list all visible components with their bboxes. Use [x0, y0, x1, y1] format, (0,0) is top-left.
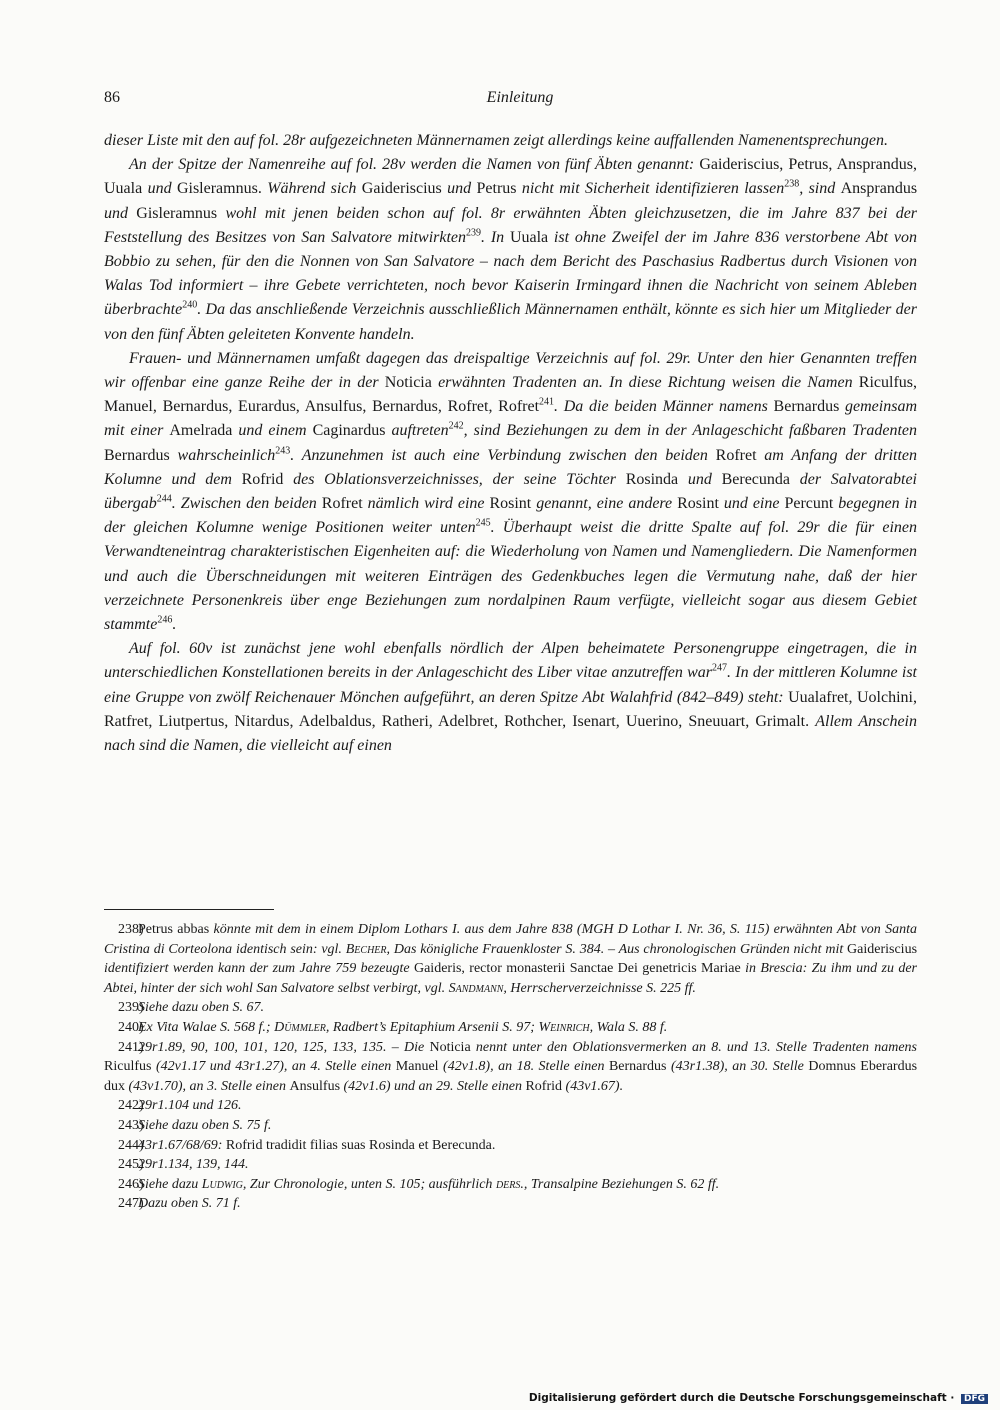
paragraph	[104, 129, 917, 153]
italic-text: auftreten	[391, 422, 449, 440]
footnote-ref: 242	[448, 421, 464, 433]
roman-text: Rofret	[321, 495, 368, 513]
roman-text: Rosint	[677, 495, 724, 513]
italic-text: . Da die beiden Männer namens	[554, 398, 774, 416]
italic-text: begegnen in der gleichen Kolumne wenige Positionen weiter unten	[104, 495, 918, 537]
footnote-number: 241)	[118, 1039, 144, 1055]
italic-text: genannt, eine andere	[536, 495, 678, 513]
running-head: Einleitung	[486, 89, 554, 106]
italic-text: , Wala S. 88 f.	[589, 1019, 668, 1035]
roman-text: Petrus	[476, 180, 522, 198]
roman-text: Bernardus	[773, 398, 846, 416]
italic-text: dieser Liste mit den auf fol. 28r aufgezeichneten Männernamen zeigt allerdings keine auffallenden Namenentsprechungen.	[104, 132, 888, 149]
italic-text: nennt unter den Oblationsvermerken an 8. und 13. Stelle Tradenten namens	[475, 1039, 917, 1055]
footnote-number: 238)	[118, 922, 144, 937]
italic-text: . Überhaupt weist die dritte Spalte auf fol. 29r die für einen Verwandteneintrag charakteristischen Eigenheiten auf: die Wiederholung von Namen und Namengliedern. Die Namenformen und auch die Überschneidungen mit weiteren Einträgen des Gedenkbuches legen die Vermutung nahe, daß der hier verzeichnete Personenkreis über enge Beziehungen zum nordalpinen Raum verfügte, vielleicht sogar aus diesem Gebiet stammte	[104, 519, 918, 634]
italic-text: Dümmler	[274, 1019, 326, 1035]
footnote-ref: 240	[182, 300, 198, 312]
footnote-number: 244)	[118, 1137, 144, 1153]
italic-text: und	[147, 180, 177, 198]
italic-text: . Da das anschließende Verzeichnis ausschließlich Männernamen enthält, könnte es sich hier um Mitglieder der von den fünf Äbten geleiteten Konvente handeln.	[104, 301, 917, 343]
italic-text: der Salvatorabtei übergab	[104, 470, 917, 513]
italic-text: und	[104, 204, 137, 222]
footnote-number: 247)	[118, 1196, 144, 1212]
roman-text: Gaideris, rector monasterii Sanctae Dei genetricis Mariae	[413, 961, 746, 977]
footnote-number: 242)	[118, 1098, 144, 1114]
roman-text: Rofrid	[525, 1078, 566, 1094]
italic-text: ist ohne Zweifel der im Jahre 836 verstorbene Abt von Bobbio zu sehen, für den die Nonnen von San Salvatore – nach dem Bericht des Paschasius Radbertus durch Visionen von Walas Tod informiert – ihre Gebete verrichteten, noch bevor Kaiserin Irmingard ihnen die Nachricht von seinem Ableben überbrachte	[104, 228, 917, 319]
roman-text: Riculfus, Manuel, Bernardus, Eurardus, Ansulfus, Bernardus, Rofret, Rofret	[104, 374, 918, 416]
italic-text: Weinrich	[538, 1019, 590, 1035]
italic-text: (42v1.6) und an 29. Stelle einen	[343, 1078, 526, 1094]
footnote-ref: 247	[712, 663, 728, 675]
italic-text: Ex Vita Walae S. 568 f.;	[138, 1019, 275, 1035]
footnote-rule	[104, 909, 274, 910]
italic-text: identifiziert werden kann der zum Jahre 759 bezeugte	[104, 961, 414, 977]
paragraph	[104, 637, 917, 758]
roman-text: Domnus Eberardus dux	[104, 1059, 918, 1094]
footnote	[104, 1175, 917, 1195]
roman-text: Rofrid	[241, 470, 294, 488]
roman-text: Ansulfus	[289, 1078, 344, 1094]
footnote-ref: 246	[157, 614, 173, 626]
italic-text: (43r1.38), an 30. Stelle	[670, 1059, 809, 1075]
roman-text: Caginardus	[312, 422, 392, 440]
roman-text: Rofrid tradidit filias suas Rosinda et Berecunda.	[225, 1137, 496, 1153]
footnote-ref: 241	[539, 396, 555, 408]
italic-text: und einem	[238, 422, 313, 440]
footnote-ref: 243	[275, 445, 291, 457]
italic-text: am Anfang der dritten Kolumne und dem	[104, 446, 918, 488]
footnote-ref: 244	[156, 493, 172, 505]
italic-text: Sandmann	[448, 980, 504, 996]
italic-text: (42v1.8), an 18. Stelle einen	[443, 1059, 609, 1075]
roman-text: Percunt	[784, 495, 839, 513]
paragraph	[104, 153, 917, 347]
footnote	[104, 1038, 917, 1097]
roman-text: Bernardus	[104, 446, 178, 464]
footnote	[104, 1018, 917, 1038]
italic-text: in Brescia: Zu ihm und zu der Abtei, hinter der sich wohl San Salvatore selbst verbirgt, vgl.	[104, 961, 917, 996]
footnote-number: 243)	[118, 1117, 144, 1133]
footnote	[104, 1136, 917, 1156]
roman-text: Uualafret, Uolchini, Ratfret, Liutpertus, Nitardus, Adelbaldus, Ratheri, Adelbret, Rothcher, Isenart, Uuerino, Sneuuart, Grimalt.	[104, 688, 917, 730]
italic-text: und	[447, 180, 477, 198]
roman-text: Rosint	[489, 495, 537, 513]
italic-text: nicht mit Sicherheit identifizieren lassen	[521, 180, 785, 198]
footnote-ref: 238	[784, 179, 800, 191]
italic-text: 43r1.67/68/69:	[138, 1137, 226, 1153]
italic-text: 29r1.104 und 126.	[138, 1098, 242, 1114]
italic-text: 29r1.134, 139, 144.	[138, 1157, 249, 1173]
roman-text: Berecunda	[721, 470, 800, 488]
italic-text: .	[172, 616, 177, 634]
footnote	[104, 1155, 917, 1175]
italic-text: 29r1.89, 90, 100, 101, 120, 125, 133, 135. – Die	[138, 1039, 430, 1055]
italic-text: (43v1.70), an 3. Stelle einen	[128, 1078, 290, 1094]
body-text	[104, 129, 917, 758]
roman-text: Noticia	[429, 1039, 476, 1055]
italic-text: Siehe dazu oben S. 75 f.	[138, 1117, 272, 1133]
footnote-number: 246)	[118, 1176, 144, 1192]
italic-text: (42v1.17 und 43r1.27), an 4. Stelle einen	[155, 1059, 396, 1075]
italic-text: , Transalpine Beziehungen S. 62 ff.	[523, 1176, 720, 1192]
italic-text: wohl mit jenen beiden schon auf fol. 8r erwähnten Äbten gleichzusetzen, die im Jahre 837 bei der Feststellung des Besitzes von San Salvatore mitwirkten	[104, 204, 918, 246]
footnote	[104, 1194, 917, 1214]
italic-text: An der Spitze der Namenreihe auf fol. 28v werden die Namen von fünf Äbten genannt:	[129, 156, 700, 174]
italic-text: , sind Beziehungen zu dem in der Anlageschicht faßbaren Tradenten	[463, 422, 918, 440]
italic-text: , Herrscherverzeichnisse S. 225 ff.	[503, 980, 696, 996]
roman-text: Uuala	[509, 228, 554, 246]
italic-text: Auf fol. 60v ist zunächst jene wohl ebenfalls nördlich der Alpen beheimatete Personengruppe eingetragen, die in unterschiedlichen Konstellationen bereits in der Anlageschicht des Liber vitae anzutreffen war	[104, 640, 917, 682]
footnote-number: 245)	[118, 1157, 144, 1173]
italic-text: Becher	[345, 941, 387, 957]
italic-text: , Zur Chronologie, unten S. 105; ausführlich	[242, 1176, 496, 1192]
roman-text: Rofret	[715, 446, 765, 464]
italic-text: . Zwischen den beiden	[171, 495, 322, 513]
footnote	[104, 1116, 917, 1136]
italic-text: Während sich	[267, 180, 362, 198]
italic-text: . Anzunehmen ist auch eine Verbindung zwischen den beiden	[290, 446, 716, 464]
italic-text: Siehe dazu	[138, 1176, 202, 1192]
italic-text: Allem Anschein nach sind die Namen, die vielleicht auf einen	[104, 712, 918, 755]
italic-text: (43v1.67).	[565, 1078, 624, 1094]
roman-text: Gisleramnus	[136, 204, 226, 222]
italic-text: , Radbert’s Epitaphium Arsenii S. 97;	[325, 1019, 539, 1035]
footnote-number: 240)	[118, 1019, 144, 1035]
page-number: 86	[104, 89, 120, 106]
dfg-logo: DFG	[961, 1394, 988, 1404]
roman-text: Gisleramnus.	[176, 180, 268, 198]
roman-text: Petrus abbas	[138, 922, 214, 937]
footnote	[104, 920, 917, 998]
roman-text: Gaideriscius	[847, 941, 918, 957]
italic-text: . In der mittleren Kolumne ist eine Gruppe von zwölf Reichenauer Mönchen aufgeführt, an deren Spitze Abt Walahfrid (842–849) steht:	[104, 664, 917, 706]
italic-text: Ludwig	[201, 1176, 243, 1192]
italic-text: erwähnten Tradenten an. In diese Richtung weisen die Namen	[438, 374, 859, 392]
italic-text: , sind	[799, 180, 841, 198]
footnote-ref: 245	[475, 517, 491, 529]
roman-text: Ansprandus	[840, 180, 918, 198]
roman-text: Rosinda	[625, 470, 688, 488]
italic-text: , Das königliche Frauenkloster S. 384. – Aus chronologischen Gründen nicht mit	[386, 941, 848, 957]
roman-text: Manuel	[395, 1059, 444, 1075]
italic-text: wahrscheinlich	[177, 446, 276, 464]
italic-text: des Oblationsverzeichnisses, der seine Töchter	[293, 470, 626, 488]
footnote	[104, 1096, 917, 1116]
italic-text: ders.	[495, 1176, 524, 1192]
footnote-ref: 239	[466, 227, 482, 239]
italic-text: und	[687, 470, 722, 488]
italic-text: könnte mit dem in einem Diplom Lothars I. aus dem Jahre 838 (MGH D Lothar I. Nr. 36, S. 115) erwähnten Abt von Santa Cristina di Corteolona identisch sein: vgl.	[104, 922, 917, 957]
italic-text: . In	[481, 228, 510, 246]
roman-text: Gaideriscius	[361, 180, 448, 198]
italic-text: Siehe dazu oben S. 67.	[138, 1000, 264, 1016]
italic-text: und eine	[723, 495, 785, 513]
roman-text: Bernardus	[608, 1059, 671, 1075]
roman-text: Amelrada	[169, 422, 239, 440]
italic-text: Dazu oben S. 71 f.	[138, 1196, 241, 1212]
footnote	[104, 998, 917, 1018]
footer-bar	[529, 1392, 988, 1404]
footnote-number: 239)	[118, 1000, 144, 1016]
footnotes	[104, 920, 917, 1214]
roman-text: Noticia	[384, 374, 439, 392]
roman-text: Gaideriscius, Petrus, Ansprandus, Uuala	[104, 156, 918, 198]
italic-text: Frauen- und Männernamen umfaßt dagegen das dreispaltige Verzeichnis auf fol. 29r. Unter den hier Genannten treffen wir offenbar eine ganze Reihe der in der	[104, 349, 917, 392]
footer-credit: Digitalisierung gefördert durch die Deutsche Forschungsgemeinschaft ·	[528, 1392, 958, 1404]
paragraph	[104, 347, 917, 637]
italic-text: nämlich wird eine	[367, 495, 490, 513]
italic-text: gemeinsam mit einer	[104, 398, 917, 440]
roman-text: Riculfus	[104, 1059, 156, 1075]
